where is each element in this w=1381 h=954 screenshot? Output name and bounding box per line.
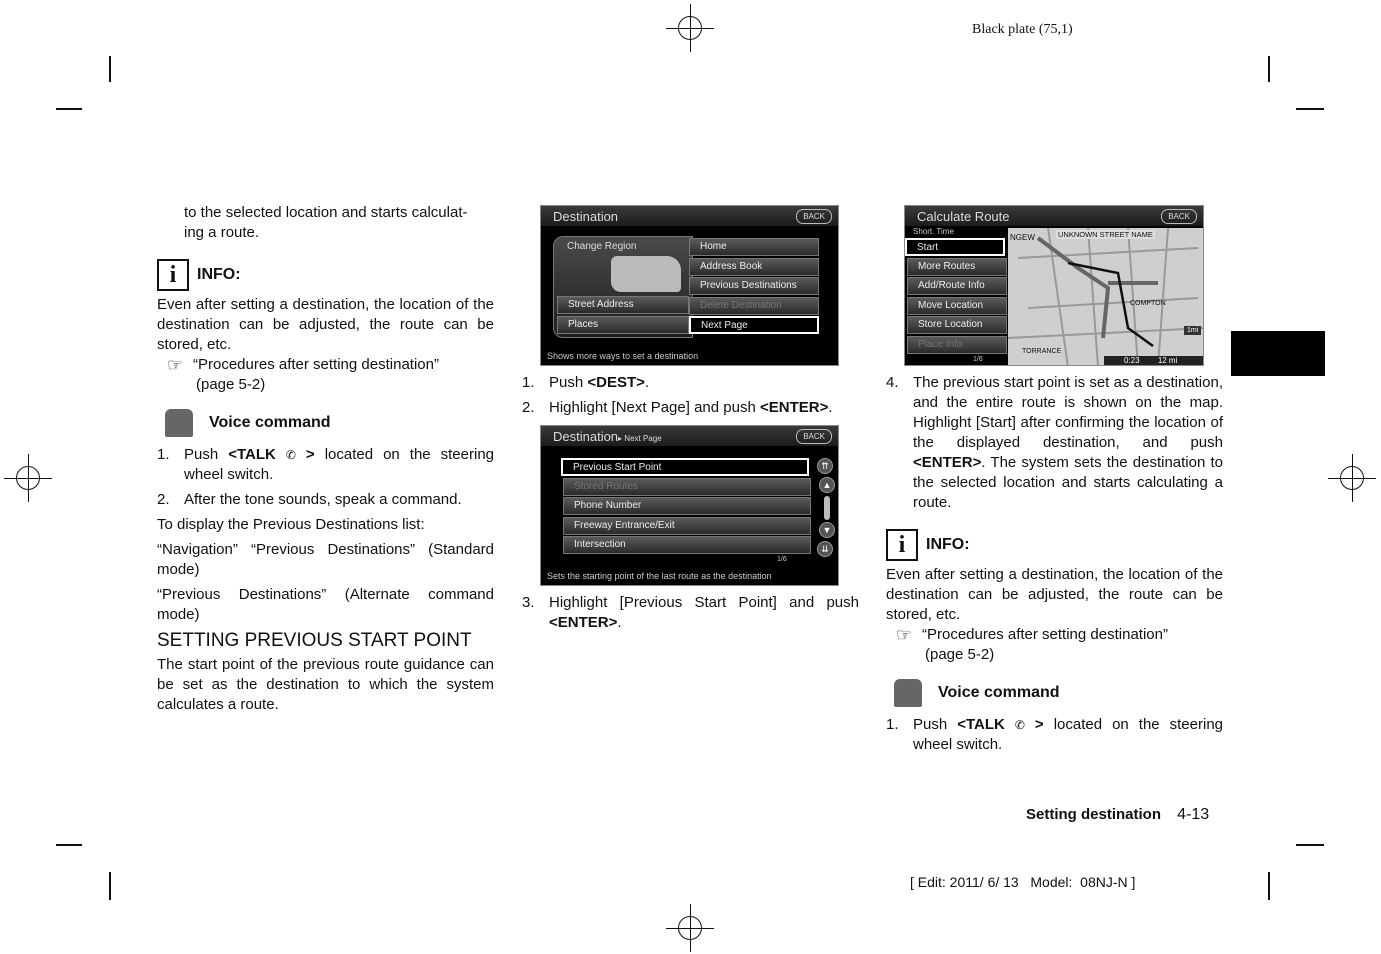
page-number: 4-13 bbox=[1177, 806, 1210, 823]
route-time: 0:23 bbox=[1124, 356, 1140, 365]
section-heading: SETTING PREVIOUS START POINT bbox=[157, 630, 472, 651]
crop-mark bbox=[56, 108, 82, 110]
route-map[interactable] bbox=[1008, 228, 1203, 365]
page-down-icon[interactable]: ⇊ bbox=[817, 541, 833, 557]
talk-switch-icon: ✆ bbox=[285, 448, 296, 462]
info-icon: i bbox=[157, 259, 189, 291]
screen-hint: Shows more ways to set a destination bbox=[547, 351, 699, 361]
crop-mark bbox=[1296, 108, 1324, 110]
place-compton: COMPTON bbox=[1130, 300, 1166, 307]
info-reference: “Procedures after setting destination” bbox=[922, 626, 1168, 643]
edit-info: [ Edit: 2011/ 6/ 13 Model: 08NJ-N ] bbox=[910, 874, 1136, 890]
change-region-label[interactable]: Change Region bbox=[567, 241, 637, 252]
info-reference: “Procedures after setting destination” bbox=[193, 356, 439, 373]
places-button[interactable]: Places bbox=[557, 316, 689, 334]
step-3: 3. Highlight [Previous Start Point] and push <ENTER>. bbox=[522, 594, 859, 631]
home-button[interactable]: Home bbox=[689, 238, 819, 256]
reference-hand-icon: ☞ bbox=[166, 355, 184, 375]
registration-mark bbox=[666, 4, 714, 52]
delete-destination-button[interactable]: Delete Destination bbox=[689, 297, 819, 315]
route-mode: Short. Time bbox=[913, 227, 954, 236]
screen-title: Calculate Route bbox=[917, 209, 1010, 224]
info-body: Even after setting a destination, the location of the destination can be adjusted, the route can be stored, etc. bbox=[157, 296, 494, 353]
screen-hint: Sets the starting point of the last route as the destination bbox=[547, 571, 772, 581]
next-page-screen bbox=[540, 425, 839, 586]
voice-command-icon bbox=[886, 677, 930, 709]
scale-indicator: 1mi bbox=[1184, 326, 1201, 335]
back-button[interactable]: BACK bbox=[796, 209, 832, 224]
plate-label: Black plate (75,1) bbox=[972, 22, 1073, 37]
map-corner-label: NGEW bbox=[1010, 233, 1035, 242]
us-map-icon bbox=[611, 256, 681, 292]
screen-title: Destination▸ Next Page bbox=[553, 429, 662, 444]
registration-mark bbox=[4, 454, 52, 502]
add-route-info-button[interactable]: Add/Route Info bbox=[907, 277, 1007, 295]
place-info-button[interactable]: Place Info bbox=[907, 336, 1007, 354]
street-name: UNKNOWN STREET NAME bbox=[1058, 230, 1153, 239]
more-routes-button[interactable]: More Routes bbox=[907, 258, 1007, 276]
crop-mark bbox=[109, 872, 111, 900]
continuation-line: to the selected location and starts calculat- bbox=[184, 204, 468, 221]
previous-start-point-button[interactable]: Previous Start Point bbox=[561, 458, 809, 476]
middle-steps-top bbox=[522, 373, 859, 418]
voice-title: Voice command bbox=[209, 414, 331, 431]
route-distance: 12 mi bbox=[1157, 356, 1178, 365]
info-reference-page: (page 5-2) bbox=[196, 376, 266, 393]
info-title: INFO: bbox=[926, 536, 970, 553]
standard-command: “Navigation” “Previous Destinations” (Standard mode) bbox=[157, 541, 494, 578]
middle-steps-bottom bbox=[522, 593, 859, 633]
intersection-button[interactable]: Intersection bbox=[563, 536, 811, 554]
back-button[interactable]: BACK bbox=[1161, 209, 1197, 224]
registration-mark bbox=[1328, 454, 1376, 502]
info-icon: i bbox=[886, 529, 918, 561]
start-button[interactable]: Start bbox=[905, 238, 1005, 256]
step-2: 2. After the tone sounds, speak a command. bbox=[157, 491, 462, 508]
address-book-button[interactable]: Address Book bbox=[689, 258, 819, 276]
footer-section bbox=[1026, 806, 1209, 824]
left-column bbox=[157, 203, 494, 715]
step-1: 1. Push <TALK ✆ > located on the steering wheel switch. bbox=[886, 716, 1224, 753]
crop-mark bbox=[109, 56, 111, 82]
footer-section-title: Setting destination bbox=[1026, 806, 1161, 823]
continuation-line: ing a route. bbox=[184, 224, 260, 241]
step-4: 4. The previous start point is set as a destination, and the entire route is shown on the map. Highlight [Start] after confirming the location of the displayed destination, and push <ENTER>. The system sets the destination to the selected location and starts calculating a route. bbox=[886, 374, 1223, 511]
next-page-button[interactable]: Next Page bbox=[689, 316, 819, 334]
page-indicator: 1/6 bbox=[777, 556, 787, 563]
phone-number-button[interactable]: Phone Number bbox=[563, 497, 811, 515]
scrollbar[interactable] bbox=[824, 496, 830, 520]
page-up-icon[interactable]: ⇈ bbox=[817, 458, 833, 474]
place-torrance: TORRANCE bbox=[1022, 348, 1062, 355]
info-reference-page: (page 5-2) bbox=[925, 646, 995, 663]
step-1: 1. Push <DEST>. bbox=[522, 374, 650, 391]
crop-mark bbox=[1268, 872, 1270, 900]
step-2: 2. Highlight [Next Page] and push <ENTER>. bbox=[522, 399, 833, 416]
freeway-entrance-exit-button[interactable]: Freeway Entrance/Exit bbox=[563, 517, 811, 535]
previous-destinations-button[interactable]: Previous Destinations bbox=[689, 277, 819, 295]
move-location-button[interactable]: Move Location bbox=[907, 297, 1007, 315]
right-column bbox=[886, 373, 1223, 755]
crop-mark bbox=[1268, 56, 1270, 82]
back-button[interactable]: BACK bbox=[796, 429, 832, 444]
screen-title: Destination bbox=[553, 209, 619, 224]
scroll-up-icon[interactable]: ▲ bbox=[819, 477, 835, 493]
scroll-down-icon[interactable]: ▼ bbox=[819, 522, 835, 538]
info-body: Even after setting a destination, the location of the destination can be adjusted, the route can be stored, etc. bbox=[886, 566, 1223, 623]
crop-mark bbox=[1296, 844, 1324, 846]
store-location-button[interactable]: Store Location bbox=[907, 316, 1007, 334]
step-1: 1. Push <TALK ✆ > located on the steering wheel switch. bbox=[157, 446, 495, 483]
voice-command-icon bbox=[157, 407, 201, 439]
stored-routes-button[interactable]: Stored Routes bbox=[563, 478, 811, 496]
talk-switch-icon: ✆ bbox=[1014, 718, 1025, 732]
route-summary bbox=[1104, 356, 1204, 366]
display-instruction: To display the Previous Destinations list: bbox=[157, 516, 425, 533]
section-body: The start point of the previous route guidance can be set as the destination to which the system calculates a route. bbox=[157, 656, 494, 713]
reference-hand-icon: ☞ bbox=[895, 625, 913, 645]
info-title: INFO: bbox=[197, 266, 241, 283]
page-indicator: 1/6 bbox=[973, 356, 983, 363]
registration-mark bbox=[666, 904, 714, 952]
destination-screen bbox=[540, 205, 839, 366]
street-address-button[interactable]: Street Address bbox=[557, 296, 689, 314]
voice-title: Voice command bbox=[938, 684, 1060, 701]
calculate-route-screen bbox=[904, 205, 1204, 366]
alternate-command: “Previous Destinations” (Alternate command mode) bbox=[157, 586, 494, 623]
section-tab bbox=[1231, 331, 1325, 376]
crop-mark bbox=[56, 844, 82, 846]
